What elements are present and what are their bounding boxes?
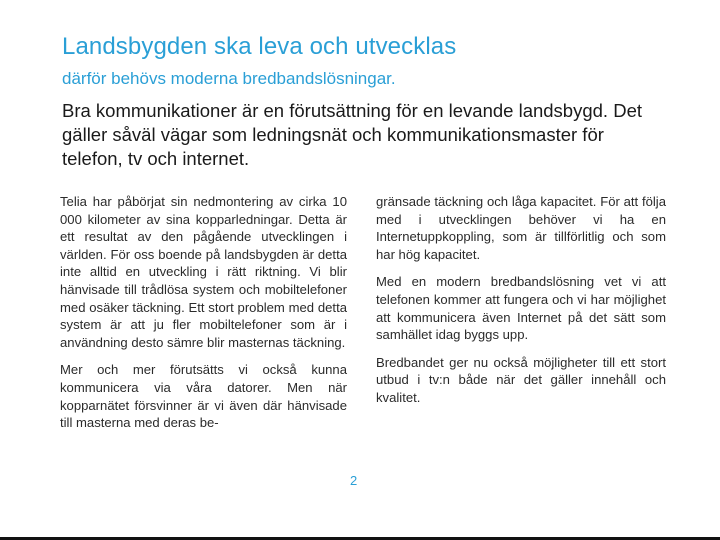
body-paragraph: Bredbandet ger nu också möjligheter till ett stort utbud i tv:n både när det gäller innehåll och kvalitet. [376,354,666,405]
body-paragraph: Telia har påbörjat sin nedmontering av cirka 10 000 kilometer av sina kopparledningar. Detta är ett resultat av den pågående utvecklingen i världen. För oss boende på landsbygden är detta inte alltid en utveckling i rätt riktning. Vi blir hänvisade till trådlösa system och mobiltelefoner med osäker täckning. Ett stort problem med detta system är att ju fler mobiltelefoner som är i användning desto sämre blir masternas täckning. [60,194,347,350]
body-paragraph: Mer och mer förutsätts vi också kunna kommunicera via våra datorer. Men när kopparnätet försvinner är vi även där hänvisade till masterna med deras be- [60,362,347,431]
right-column [376,193,666,417]
page-number: 2 [350,473,358,488]
left-column [60,193,347,442]
page-subtitle: därför behövs moderna bredbandslösningar. [62,69,396,88]
body-paragraph: gränsade täckning och låga kapacitet. För att följa med i utvecklingen behöver vi ha en Internetuppkoppling, som är tillförlitlig och som har hög kapacitet. [376,194,666,262]
body-paragraph: Med en modern bredbandslösning vet vi att telefonen kommer att fungera och vi har möjlighet att kommunicera även Internet på det sätt som samhället idag byggs upp. [376,274,666,343]
page-title: Landsbygden ska leva och utvecklas [62,33,457,60]
lead-paragraph: Bra kommunikationer är en förutsättning för en levande landsbygd. Det gäller såväl vägar som ledningsnät och kommunikationsmaster för telefon, tv och internet. [62,100,642,169]
